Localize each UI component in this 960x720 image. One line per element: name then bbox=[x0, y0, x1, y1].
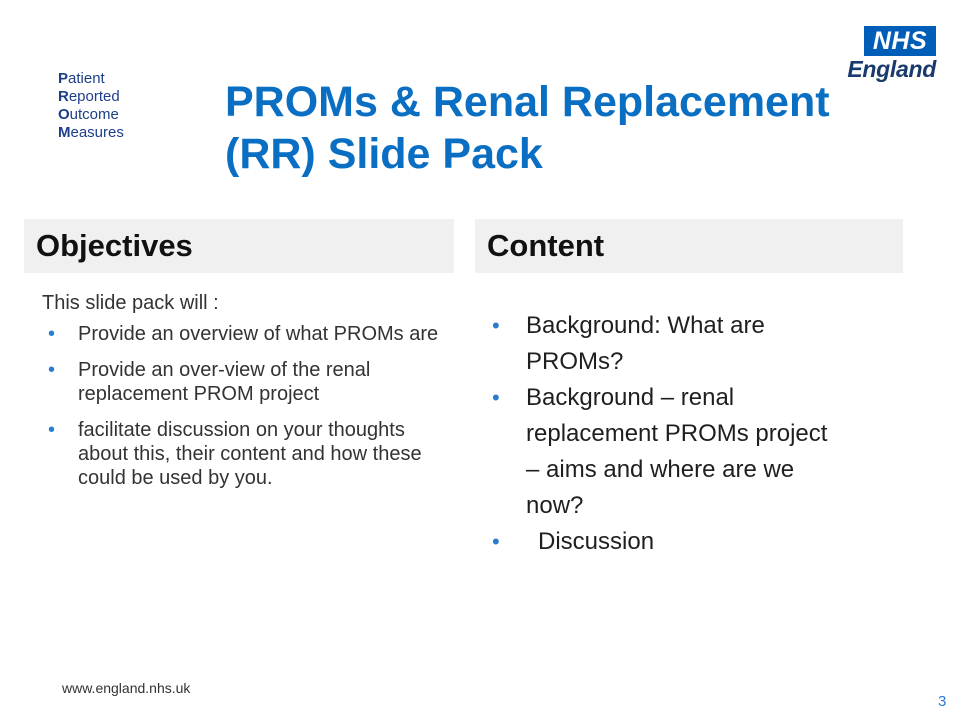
bullet-icon: • bbox=[492, 385, 500, 410]
nhs-logo-box: NHS bbox=[864, 26, 936, 56]
objectives-list-item: • Provide an over-view of the renal replacement PROM project bbox=[48, 359, 371, 405]
page-number: 3 bbox=[938, 693, 947, 710]
slide-title: PROMs & Renal Replacement (RR) Slide Pack bbox=[225, 78, 830, 178]
objectives-body bbox=[42, 290, 447, 502]
bullet-icon: • bbox=[48, 419, 56, 441]
content-list bbox=[490, 308, 850, 560]
bullet-icon: • bbox=[48, 323, 56, 345]
footer-url: www.england.nhs.uk bbox=[62, 680, 191, 696]
objectives-list bbox=[42, 322, 447, 490]
objectives-list-item: • facilitate discussion on your thoughts about this, their content and how these could be used by you. bbox=[48, 419, 422, 489]
objectives-intro: This slide pack will : bbox=[42, 292, 219, 314]
content-body bbox=[490, 308, 850, 560]
content-list-item: • Discussion bbox=[490, 524, 850, 560]
acronym-line-reported: Reported bbox=[58, 88, 120, 105]
objectives-heading: Objectives bbox=[24, 219, 454, 273]
content-heading: Content bbox=[475, 219, 903, 273]
bullet-icon: • bbox=[492, 529, 500, 554]
acronym-line-measures: Measures bbox=[58, 124, 124, 141]
bullet-icon: • bbox=[492, 313, 500, 338]
content-list-item: • Background – renal replacement PROMs project – aims and where are we now? bbox=[490, 380, 846, 524]
bullet-icon: • bbox=[48, 359, 56, 381]
objectives-list-item: • Provide an overview of what PROMs are bbox=[48, 323, 439, 345]
acronym-line-patient: Patient bbox=[58, 70, 105, 87]
proms-acronym bbox=[58, 70, 124, 142]
content-list-item: • Background: What are PROMs? bbox=[490, 308, 826, 380]
acronym-line-outcome: Outcome bbox=[58, 106, 119, 123]
nhs-logo-england-text: England bbox=[847, 56, 936, 82]
